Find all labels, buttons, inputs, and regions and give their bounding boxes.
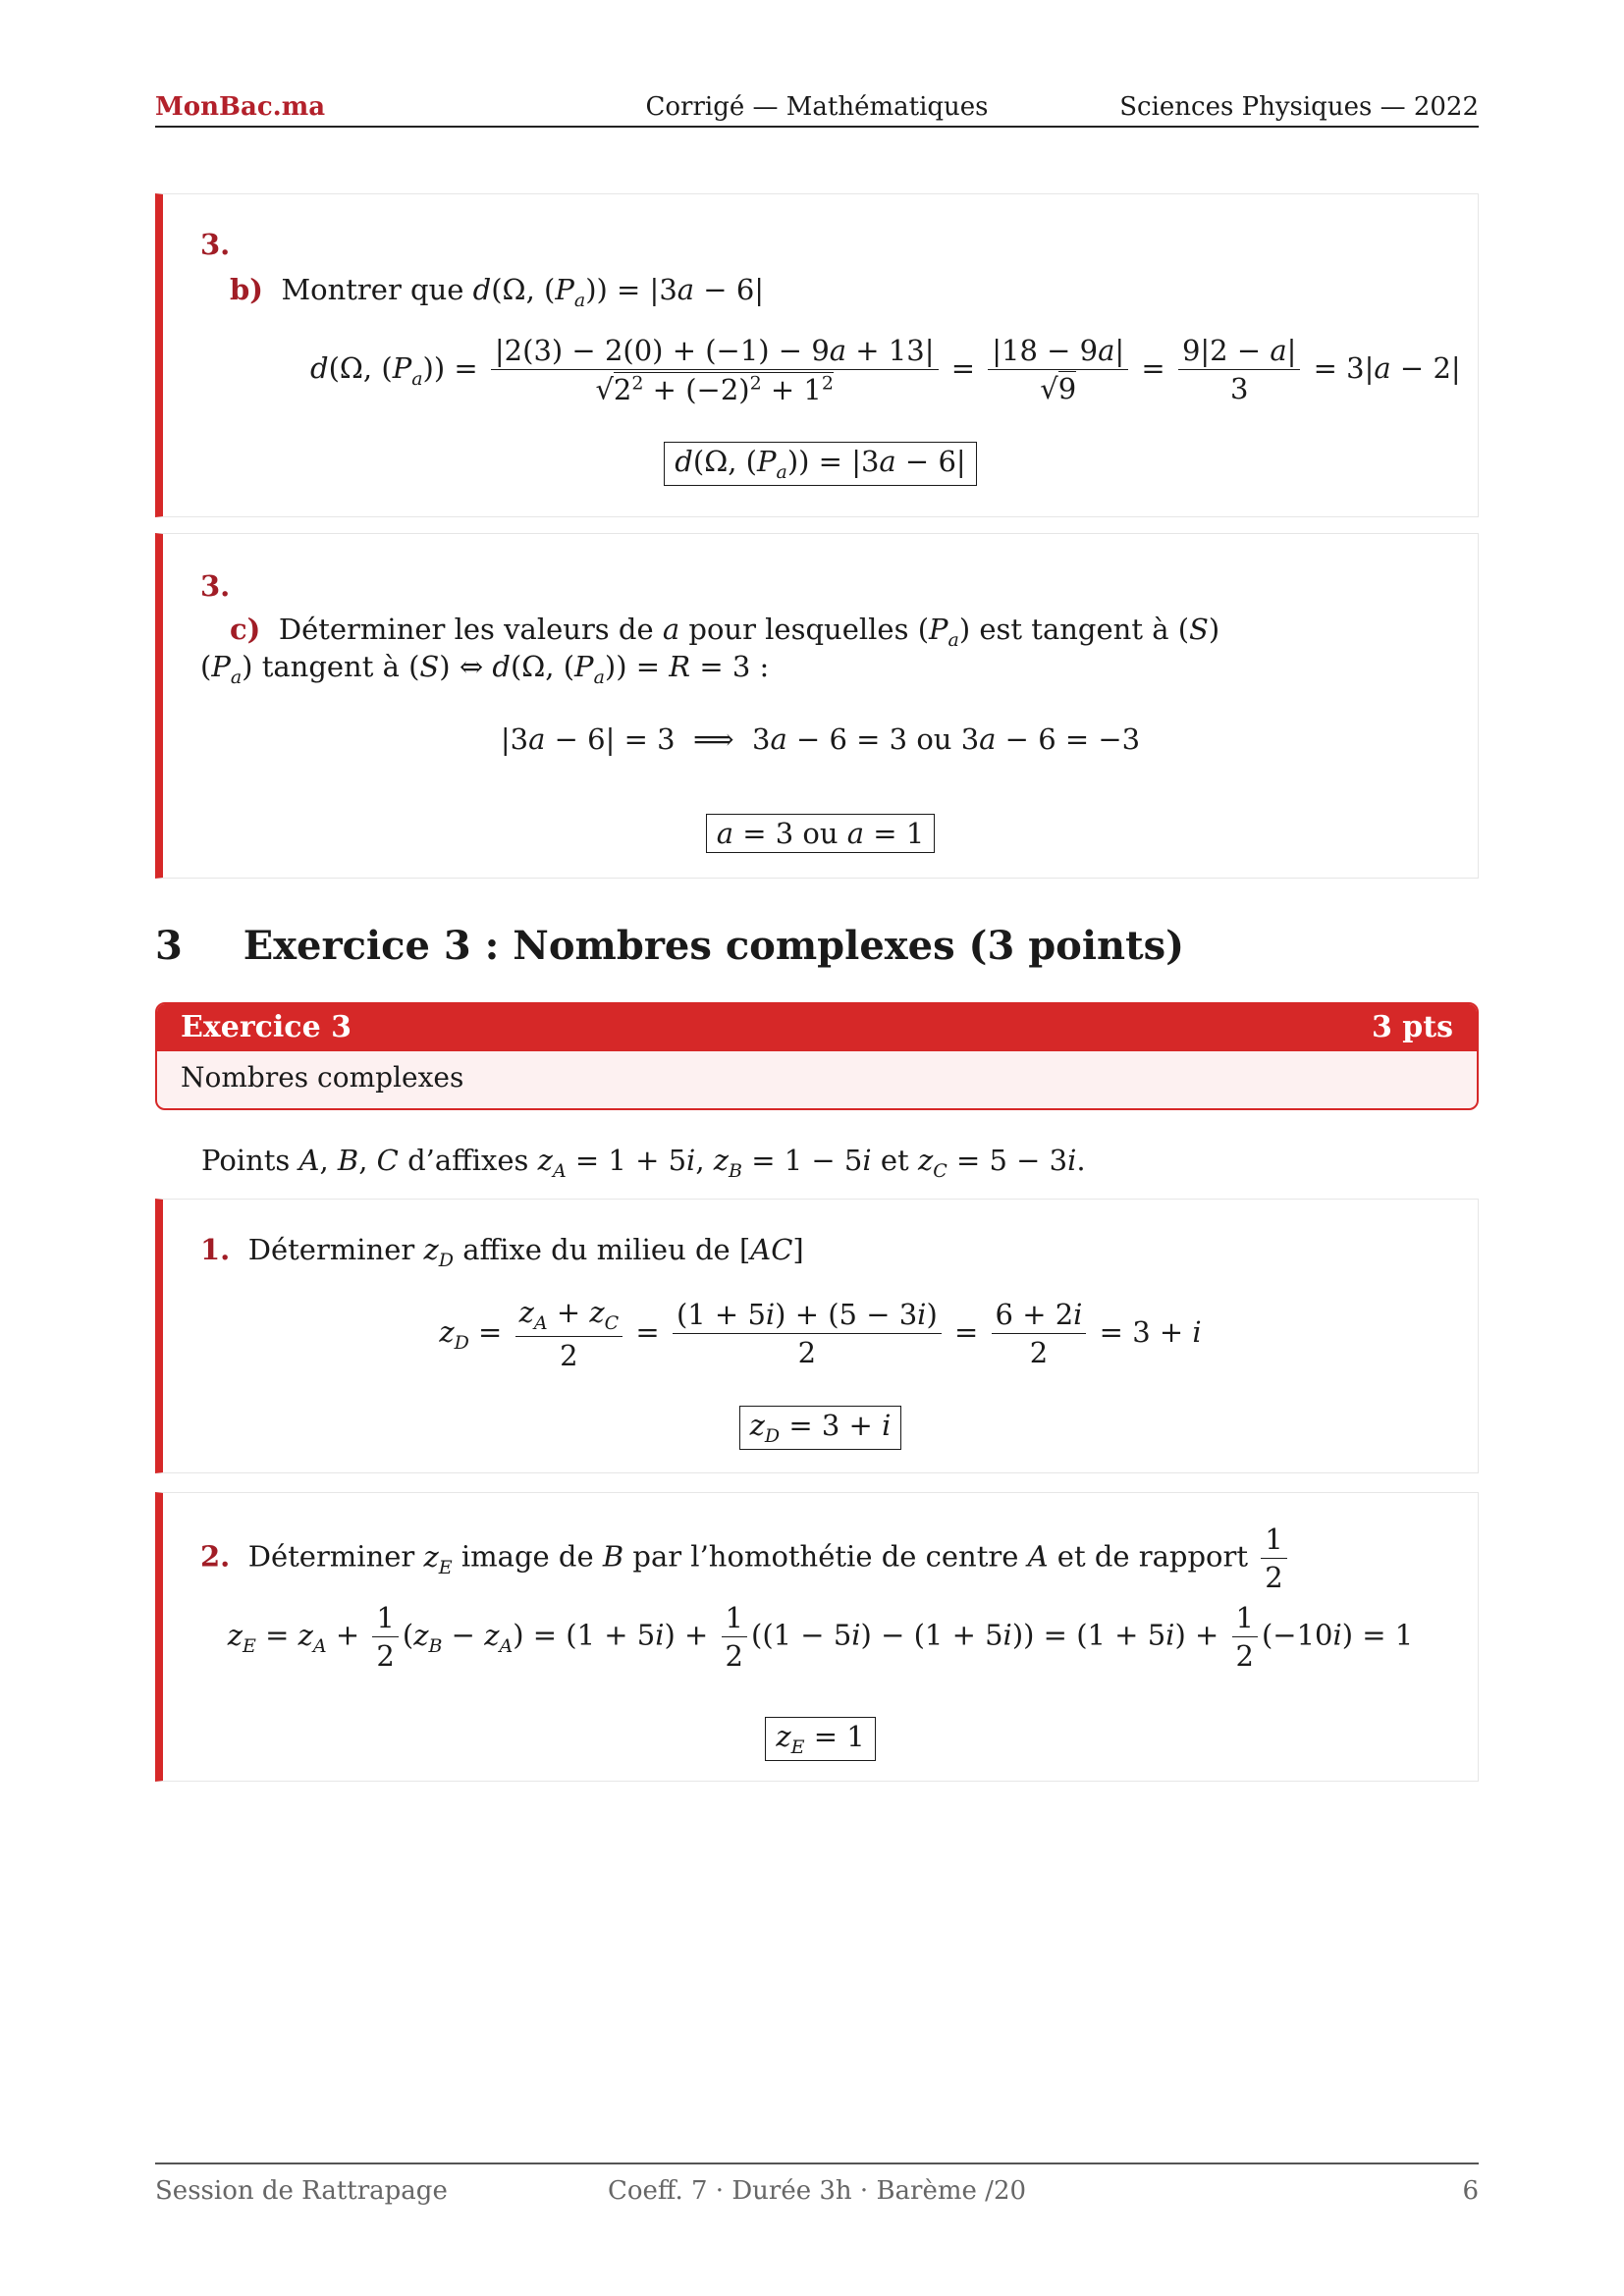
boxed-result: a = 3 ou a = 1 bbox=[163, 814, 1478, 853]
question-prompt: c) Déterminer les valeurs de a pour lesquelles $(P_a)$ est tangent à (S) bbox=[230, 613, 1220, 651]
fraction: $\frac{|18 - 9a|}{√9}$ bbox=[988, 334, 1128, 405]
question-3b-box bbox=[155, 193, 1479, 517]
exercise-intro: Points A, B, C d’affixes $z_A = 1 + 5i$, $z_B = 1 - 5i$ et $z_C = 5 - 3i$. bbox=[201, 1144, 1086, 1182]
fraction: $\frac{1}{2}$ bbox=[1232, 1601, 1258, 1673]
page-footer bbox=[155, 2163, 1479, 2214]
question-number: 1. bbox=[200, 1233, 231, 1266]
section-heading bbox=[155, 923, 1184, 969]
question-prompt bbox=[230, 273, 764, 311]
fraction: $\frac{1}{2}$ bbox=[1261, 1522, 1286, 1594]
exercise-subtitle: Nombres complexes bbox=[181, 1061, 464, 1094]
absolute-value-equation: |3a − 6| = 3 ⟹ 3a − 6 = 3 ou 3a − 6 = −3 bbox=[500, 722, 1141, 756]
question-prompt: 2. Déterminer $z_E$ image de B par l’homothétie de centre A et de rapport $\frac{1}{2}$ bbox=[200, 1522, 1291, 1594]
exercise-points: 3 pts bbox=[1371, 1010, 1453, 1044]
fraction: $\frac{9|2 - a|}{3}$ bbox=[1178, 334, 1301, 405]
question-number: 2. bbox=[200, 1539, 231, 1574]
fraction: $\frac{|2(3) - 2(0) + (-1) - 9a + 13|}{√2^2 + (-2)^2 + 1^2}$ bbox=[491, 334, 939, 406]
question-letter: b) bbox=[230, 273, 263, 306]
section-title: Exercice 3 : Nombres complexes (3 points) bbox=[243, 923, 1185, 969]
exercise-title-bar bbox=[157, 1004, 1477, 1051]
boxed-result: d(Ω, $(P_a)) = |3a - 6|$ bbox=[163, 442, 1478, 486]
exercise-banner bbox=[155, 1002, 1479, 1110]
midpoint-equation: $z_D$ = $\frac{z_A + z_C}{2}$ = $\frac{(1 + 5i) + (5 - 3i)}{2}$ = $\frac{6 + 2i}{2}$ = 3 + i bbox=[439, 1296, 1202, 1372]
header-title: Corrigé — Mathématiques bbox=[645, 92, 989, 122]
distance-equation: d(Ω, $(P_a)$) = $\frac{|2(3) - 2(0) + (-1) - 9a + 13|}{√2^2 + (-2)^2 + 1^2}$ = $\frac{|18 - 9a|}{√9}$ = $\frac{9|2 - a|}{3}$ = 3|a − 2| bbox=[310, 334, 1461, 406]
exam-info: Coeff. 7 · Durée 3h · Barème /20 bbox=[607, 2176, 1027, 2206]
page-number: 6 bbox=[1462, 2176, 1479, 2206]
question-number: 3. bbox=[200, 228, 231, 261]
question-2-box bbox=[155, 1492, 1479, 1782]
homothety-equation: $z_E = z_A$ + $\frac{1}{2}$ $(z_B - z_A) = (1 + 5i)$ + $\frac{1}{2}$ ((1 − 5i) − (1 + 5i)) = (1 + 5i) + $\frac{1}{2}$ (−10i) = 1 bbox=[227, 1601, 1414, 1673]
fraction: $\frac{1}{2}$ bbox=[722, 1601, 747, 1673]
fraction: $\frac{1}{2}$ bbox=[372, 1601, 398, 1673]
fraction: $\frac{6 + 2i}{2}$ bbox=[992, 1298, 1087, 1369]
session-label: Session de Rattrapage bbox=[155, 2176, 448, 2206]
prompt-text: Montrer que d(Ω, $(P_a)) = |3a - 6|$ bbox=[281, 273, 765, 311]
brand-name: MonBac.ma bbox=[155, 92, 326, 122]
question-1-box bbox=[155, 1199, 1479, 1473]
question-3c-box bbox=[155, 533, 1479, 879]
page-header bbox=[155, 86, 1479, 128]
header-subject: Sciences Physiques — 2022 bbox=[1119, 92, 1479, 122]
fraction: $\frac{(1 + 5i) + (5 - 3i)}{2}$ bbox=[673, 1298, 942, 1369]
exercise-title: Exercice 3 bbox=[181, 1010, 352, 1044]
tangency-condition: $(P_a)$ tangent à (S) ⇔ d(Ω, $(P_a)) = R = 3$ : bbox=[200, 650, 770, 688]
question-number: 3. bbox=[200, 569, 231, 603]
boxed-result: $z_D = 3 + i$ bbox=[163, 1406, 1478, 1450]
boxed-result: $z_E = 1$ bbox=[163, 1717, 1478, 1761]
fraction: $\frac{z_A + z_C}{2}$ bbox=[515, 1296, 623, 1372]
question-letter: c) bbox=[230, 613, 261, 646]
section-number: 3 bbox=[155, 923, 183, 969]
question-prompt: 1. Déterminer $z_D$ affixe du milieu de [AC] bbox=[200, 1233, 804, 1271]
